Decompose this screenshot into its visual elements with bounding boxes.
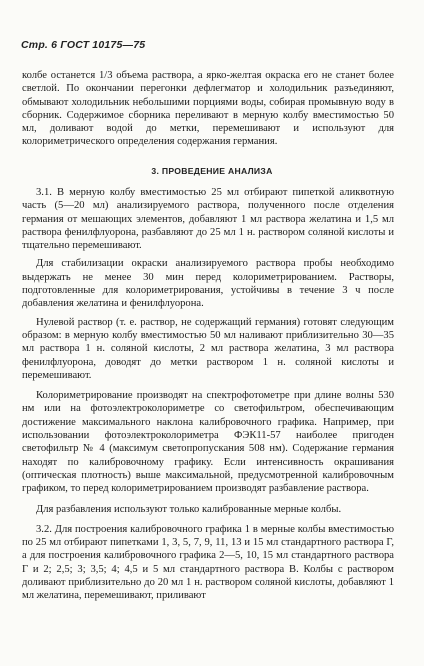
section-body bbox=[22, 186, 394, 603]
paragraph-colorimetry: Колориметрирование производят на спектрофотометре при длине волны 530 нм или на фотоэлектроколориметре со светофильтром, обеспечивающим достижение максимального наклона калибровочного графика. Например, при использовании фотоэлектроколориметра ФЭК11-57 наиболее пригоден светофильтр № 4 (максимум светопропускания 508 нм). Содержание германия находят по калибровочному графику. Если интенсивность окрашивания (оптическая плотность) выше максимальной, предусмотренной калибровочным графиком, то перед колориметрированием производят разбавление раствора. bbox=[22, 390, 394, 495]
paragraph-dilution: Для разбавления используют только калиброванные мерные колбы. bbox=[36, 503, 342, 515]
intro-paragraph: колбе останется 1/3 объема раствора, а ярко-желтая окраска его не станет более светлой. По окончании перегонки дефлегматор и холодильник разъединяют, обмывают холодильник небольшими порциями воды, собирая промывную воду в сборник. Содержимое сборника переливают в мерную колбу вместимостью 50 мл, доливают водой до метки, перемешивают и используют для колориметрического определения содержания германия. bbox=[22, 70, 394, 148]
paragraph-3-1: 3.1. В мерную колбу вместимостью 25 мл отбирают пипеткой аликвотную часть (5—20 мл) анализируемого раствора, полученного после отделения германия от мешающих элементов, добавляют 1 мл раствора желатина и 1,5 мл раствора фенилфлуорона, разбавляют до 25 мл 1 н. раствором соляной кислоты и тщательно перемешивают. bbox=[22, 187, 394, 252]
paragraph-stabilization: Для стабилизации окраски анализируемого раствора пробы необходимо выдержать не менее 30 мин перед колориметрированием. Растворы, подготовленные для колориметрирования, устойчивы в течение 3 ч после добавления желатина и фенилфлуорона. bbox=[22, 258, 394, 310]
section-heading: 3. ПРОВЕДЕНИЕ АНАЛИЗА bbox=[151, 166, 273, 176]
intro-text-block bbox=[22, 69, 394, 149]
paragraph-zero-solution: Нулевой раствор (т. е. раствор, не содержащий германия) готовят следующим образом: в мерную колбу вместимостью 50 мл наливают приблизительно 30—35 мл раствора 1 н. соляной кислоты, 2 мл раствора желатина, 3 мл раствора фенилфлуорона, доводят до метки раствором 1 н. соляной кислоты и перемешивают. bbox=[22, 316, 394, 381]
paragraph-3-2: 3.2. Для построения калибровочного графика 1 в мерные колбы вместимостью по 25 мл отбирают пипетками 1, 3, 5, 7, 9, 11, 13 и 15 мл стандартного раствора Г, а для построения калибровочного графика 2—5, 10, 15 мл стандартного раствора Г и 2; 2,5; 3; 3,5; 4; 4,5 и 5 мл стандартного раствора В. Колбы с раствором доливают приблизительно до 20 мл 1 н. раствором соляной кислоты, добавляют 1 мл желатина, перемешивают, приливают bbox=[22, 523, 394, 602]
page-header: Стр. 6 ГОСТ 10175—75 bbox=[21, 39, 146, 51]
